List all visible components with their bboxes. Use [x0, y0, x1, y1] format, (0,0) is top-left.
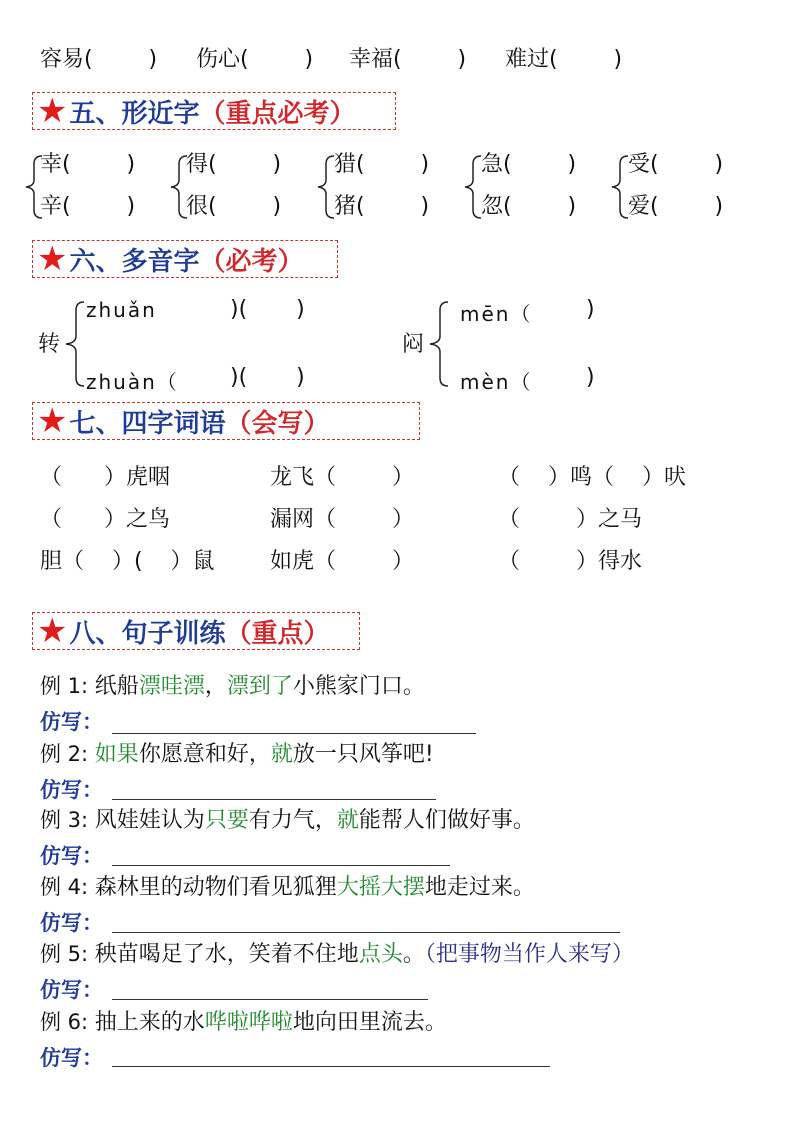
- pair-5-bottom: 爱( ): [628, 194, 724, 219]
- example-label: 例 6:: [40, 1010, 95, 1034]
- fangxie-label: 仿写：: [40, 911, 103, 935]
- example-sentence-5: [40, 940, 634, 969]
- example-label: 例 2:: [40, 742, 95, 766]
- fangxie-label: 仿写：: [40, 844, 103, 868]
- example-label: 例 4:: [40, 875, 95, 899]
- antonym-item-4: 难过( ): [505, 47, 623, 72]
- sentence-text: 地向田里流去。: [292, 1010, 447, 1035]
- highlight-text: 漂到了: [226, 674, 293, 699]
- section-title-text: 六、多音字: [69, 246, 200, 277]
- fangxie-answer-line[interactable]: [112, 865, 450, 866]
- brace-4: [465, 156, 481, 218]
- section-title-text: 五、形近字: [69, 98, 200, 129]
- pair-1-bottom: 辛( ): [40, 194, 136, 219]
- sentence-text: 抽上来的水: [94, 1010, 205, 1035]
- section-6-title: [32, 240, 338, 278]
- fangxie-label: 仿写：: [40, 1046, 103, 1070]
- section-title-note: （重点必考）: [199, 98, 356, 129]
- sentence-text: ，: [204, 674, 227, 699]
- idiom-r2-c1: （ ）之鸟: [40, 507, 170, 532]
- fangxie-answer-line[interactable]: [112, 799, 436, 800]
- pair-3-bottom: 猪( ): [334, 194, 430, 219]
- pinyin-men-bottom: mèn（: [460, 370, 533, 394]
- example-sentence-3: [40, 806, 535, 835]
- highlight-text: 就: [336, 808, 359, 833]
- pair-4-top: 急( ): [481, 152, 577, 177]
- section-7-title: [32, 402, 420, 440]
- antonym-item-2: 伤心( ): [196, 47, 314, 72]
- pair-3-top: 猎( ): [334, 152, 430, 177]
- fangxie-label: 仿写：: [40, 710, 103, 734]
- pinyin-men-top: mēn（: [460, 302, 533, 326]
- fangxie-answer-line[interactable]: [112, 999, 428, 1000]
- idiom-r2-c2: 漏网（ ）: [270, 507, 414, 532]
- sentence-text: 有力气，: [248, 808, 337, 833]
- polyphone-char-men: 闷: [402, 332, 425, 357]
- section-title-note: （重点）: [225, 618, 330, 649]
- brace-2: [171, 156, 187, 218]
- fangxie-label: 仿写：: [40, 778, 103, 802]
- example-sentence-1: [40, 672, 425, 701]
- sentence-text: 纸船: [94, 674, 139, 699]
- star-icon: ★: [37, 91, 68, 131]
- sentence-text: 能帮人们做好事。: [358, 808, 535, 833]
- section-8-title: [32, 612, 360, 650]
- section-title-text: 八、句子训练: [69, 618, 226, 649]
- polyphone-char-zhuan: 转: [38, 332, 61, 357]
- sentence-text: 地走过来。: [424, 875, 535, 900]
- brace-5: [612, 156, 628, 218]
- pair-5-top: 受( ): [628, 152, 724, 177]
- idiom-r1-c1: （ ）虎咽: [40, 465, 170, 490]
- fangxie-answer-line[interactable]: [112, 733, 476, 734]
- highlight-text: 就: [270, 742, 293, 767]
- highlight-text: 哗啦哗啦: [204, 1010, 293, 1035]
- sentence-text: 你愿意和好，: [138, 742, 271, 767]
- highlight-text: 只要: [204, 808, 249, 833]
- highlight-text: 点头: [358, 942, 403, 967]
- antonym-item-1: 容易( ): [40, 47, 158, 72]
- sentence-text: 秧苗喝足了水，笑着不住地: [94, 942, 359, 967]
- sentence-text: 风娃娃认为: [94, 808, 205, 833]
- idiom-r2-c3: （ ）之马: [498, 507, 642, 532]
- sentence-text: 放一只风筝吧!: [292, 742, 434, 767]
- blank-men-bottom-close: ): [586, 365, 595, 390]
- idiom-r3-c1: 胆（ ）( ）鼠: [40, 549, 215, 574]
- brace-men: [424, 298, 454, 390]
- sentence-text: 森林里的动物们看见狐狸: [94, 875, 337, 900]
- blanks-zhuan-top: )( ): [230, 297, 305, 322]
- section-title-note: （必考）: [199, 246, 304, 277]
- fangxie-answer-line[interactable]: [112, 1066, 550, 1067]
- section-5-title: [32, 92, 396, 130]
- example-sentence-2: [40, 740, 434, 769]
- brace-3: [318, 156, 334, 218]
- sentence-text: 小熊家门口。: [292, 674, 425, 699]
- section-title-text: 七、四字词语: [69, 408, 226, 439]
- blank-men-top-close: ): [586, 297, 595, 322]
- pinyin-zhuan-bottom: zhuàn（: [86, 370, 179, 394]
- star-icon: ★: [37, 239, 68, 279]
- antonym-item-3: 幸福( ): [349, 47, 467, 72]
- example-sentence-6: [40, 1008, 447, 1037]
- pair-2-bottom: 很( ): [186, 194, 282, 219]
- highlight-text: 漂哇漂: [138, 674, 205, 699]
- fangxie-label: 仿写：: [40, 978, 103, 1002]
- highlight-text: 如果: [94, 742, 139, 767]
- blanks-zhuan-bottom: )( ): [230, 365, 305, 390]
- idiom-r1-c2: 龙飞（ ）: [270, 465, 414, 490]
- example-label: 例 1:: [40, 674, 95, 698]
- pair-1-top: 幸( ): [40, 152, 136, 177]
- idiom-r1-c3: （ ）鸣（ ）吠: [498, 465, 686, 490]
- star-icon: ★: [37, 611, 68, 651]
- example-hint: （把事物当作人来写）: [424, 942, 634, 967]
- example-sentence-4: [40, 873, 535, 902]
- highlight-text: 大摇大摆: [336, 875, 425, 900]
- idiom-r3-c2: 如虎（ ）: [270, 549, 414, 574]
- star-icon: ★: [37, 401, 68, 441]
- pinyin-zhuan-top: zhuǎn: [86, 298, 157, 322]
- pair-4-bottom: 忽( ): [481, 194, 577, 219]
- example-label: 例 3:: [40, 808, 95, 832]
- fangxie-answer-line[interactable]: [112, 932, 620, 933]
- section-title-note: （会写）: [225, 408, 330, 439]
- sentence-text: 。: [402, 942, 425, 967]
- idiom-r3-c3: （ ）得水: [498, 549, 642, 574]
- example-label: 例 5:: [40, 942, 95, 966]
- pair-2-top: 得( ): [186, 152, 282, 177]
